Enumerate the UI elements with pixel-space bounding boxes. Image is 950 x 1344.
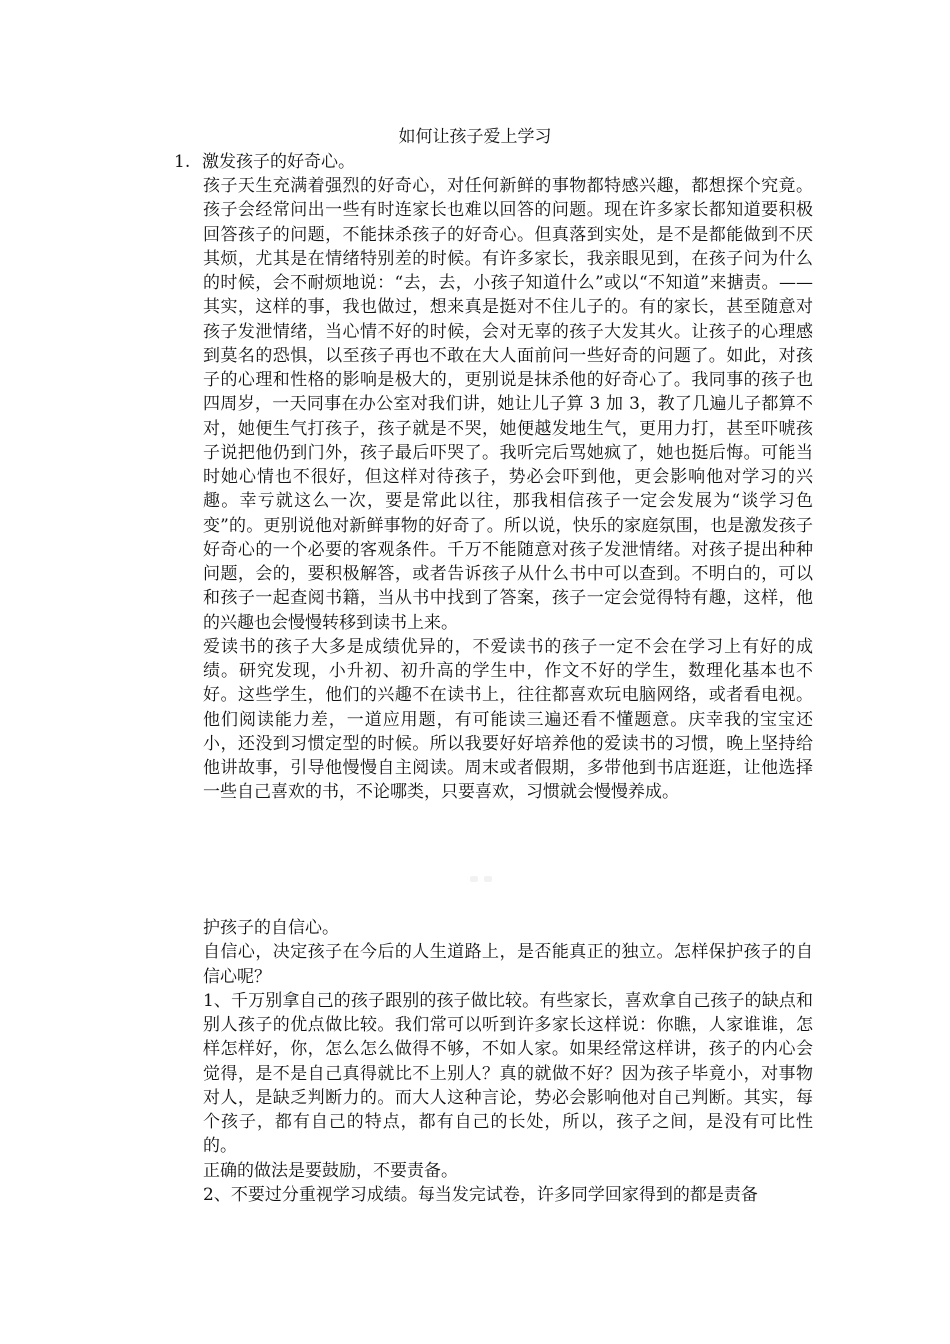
watermark-dot: [470, 876, 478, 882]
section-1-heading-text: 激发孩子的好奇心。: [202, 152, 355, 172]
section-2-paragraph-1: 自信心，决定孩子在今后的人生道路上，是否能真正的独立。怎样保护孩子的自信心呢？: [203, 942, 813, 987]
section-1-body: [203, 174, 813, 805]
section-2-heading: 护孩子的自信心。: [203, 918, 339, 938]
section-1-paragraph-2: 爱读书的孩子大多是成绩优异的，不爱读书的孩子一定不会在学习上有好的成绩。研究发现，小升初、初升高的学生中，作文不好的学生，数理化基本也不好。这些学生，他们的兴趣不在读书上，往往都喜欢玩电脑网络，或者看电视。他们阅读能力差，一道应用题，有可能读三遍还看不懂题意。庆幸我的宝宝还小，还没到习惯定型的时候。所以我要好好培养他的爱读书的习惯，晚上坚持给他讲故事，引导他慢慢自主阅读。周末或者假期，多带他到书店逛逛，让他选择一些自己喜欢的书，不论哪类，只要喜欢，习惯就会慢慢养成。: [203, 636, 813, 803]
section-1-number: 1.: [174, 152, 191, 172]
section-1-paragraph-1: 孩子天生充满着强烈的好奇心，对任何新鲜的事物都特感兴趣，都想探个究竟。孩子会经常问出一些有时连家长也难以回答的问题。现在许多家长都知道要积极回答孩子的问题，不能抹杀孩子的好奇心。但真落到实处，是不是都能做到不厌其烦，尤其是在情绪特别差的时候。有许多家长，我亲眼见到，在孩子问为什么的时候，会不耐烦地说：“去，去，小孩子知道什么”或以“不知道”来搪责。——其实，这样的事，我也做过，想来真是挺对不住儿子的。有的家长，甚至随意对孩子发泄情绪，当心情不好的时候，会对无辜的孩子大发其火。让孩子的心理感到莫名的恐惧，以至孩子再也不敢在大人面前问一些好奇的问题了。如此，对孩子的心理和性格的影响是极大的，更别说是抹杀他的好奇心了。我同事的孩子也四周岁，一天同事在办公室对我们讲，她让儿子算 3 加 3，教了几遍儿子都算不对，她便生气打孩子，孩子就是不哭，她便越发地生气，更用力打，甚至吓唬孩子说把他仍到门外，孩子最后吓哭了。我听完后骂她疯了，她也挺后悔。可能当时她心情也不很好，但这样对待孩子，势必会吓到他，更会影响他对学习的兴趣。幸亏就这么一次，要是常此以往，那我相信孩子一定会发展为“谈学习色变”的。更别说他对新鲜事物的好奇了。所以说，快乐的家庭氛围，也是激发孩子好奇心的一个必要的客观条件。千万不能随意对孩子发泄情绪。对孩子提出种种问题，会的，要积极解答，或者告诉孩子从什么书中可以查到。不明白的，可以和孩子一起查阅书籍，当从书中找到了答案，孩子一定会觉得特有趣，这样，他的兴趣也会慢慢转移到读书上来。: [203, 176, 813, 633]
document-title: 如何让孩子爱上学习: [398, 127, 552, 147]
section-2-paragraph-4: 2、不要过分重视学习成绩。每当发完试卷，许多同学回家得到的都是责备: [203, 1184, 758, 1205]
faint-watermark-mark: [470, 872, 500, 886]
section-2-paragraph-3: 正确的做法是要鼓励，不要责备。: [203, 1160, 458, 1181]
section-2-paragraph-2: 1、千万别拿自己的孩子跟别的孩子做比较。有些家长，喜欢拿自己孩子的缺点和别人孩子的优点做比较。我们常可以听到许多家长这样说：你瞧，人家谁谁，怎样怎样好，你，怎么怎么做得不够，不如人家。如果经常这样讲，孩子的内心会觉得，是不是自己真得就比不上别人？真的就做不好？因为孩子毕竟小，对事物对人，是缺乏判断力的。而大人这种言论，势必会影响他对自己判断。其实，每个孩子，都有自己的特点，都有自己的长处，所以，孩子之间，是没有可比性的。: [203, 990, 813, 1157]
section-1-heading: [174, 151, 355, 173]
section-2-body: [203, 916, 813, 1207]
watermark-dot: [484, 876, 492, 882]
